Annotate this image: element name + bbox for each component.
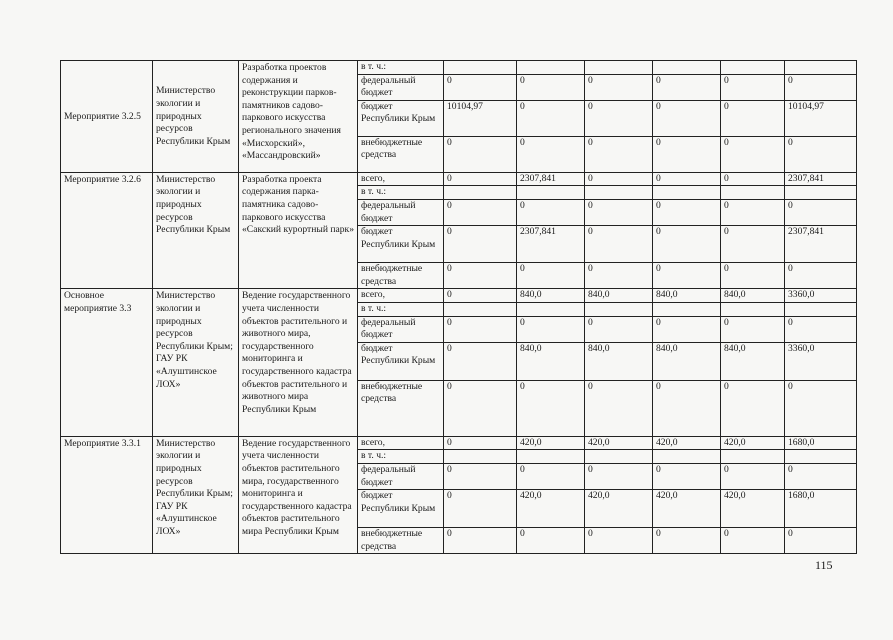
value-cell: 0 [785, 199, 857, 225]
description-cell: Ведение государственного учета численности объектов растительного мира, государственного мониторинга и государственного кадастра объектов растительного мира Республики Крым [239, 436, 358, 554]
value-cell [517, 450, 585, 464]
value-cell: 0 [721, 74, 785, 100]
value-cell: 420,0 [721, 490, 785, 528]
budget-table [60, 60, 857, 554]
value-cell: 0 [785, 136, 857, 172]
table-row [61, 61, 857, 75]
value-cell: 0 [653, 463, 721, 489]
funding-source-label: внебюджетные средства [358, 263, 444, 289]
funding-source-label: в т. ч.: [358, 302, 444, 316]
value-cell: 0 [585, 74, 653, 100]
table-row [61, 172, 857, 186]
value-cell: 0 [444, 528, 517, 554]
event-cell: Основное мероприятие 3.3 [61, 289, 153, 436]
description-cell: Разработка проектов содержания и реконструкции парков-памятников садово-паркового искусства регионального значения «Мисхорский», «Массандровский» [239, 61, 358, 173]
funding-source-label: федеральный бюджет [358, 463, 444, 489]
value-cell: 0 [517, 74, 585, 100]
value-cell: 840,0 [585, 342, 653, 380]
value-cell: 10104,97 [444, 100, 517, 136]
value-cell: 840,0 [721, 289, 785, 303]
funding-source-label: бюджет Республики Крым [358, 490, 444, 528]
funding-source-label: бюджет Республики Крым [358, 342, 444, 380]
value-cell: 2307,841 [785, 226, 857, 263]
funding-source-label: в т. ч.: [358, 186, 444, 200]
value-cell: 0 [653, 263, 721, 289]
value-cell: 0 [444, 316, 517, 342]
value-cell: 0 [444, 463, 517, 489]
value-cell: 0 [653, 136, 721, 172]
value-cell: 0 [653, 528, 721, 554]
value-cell: 0 [785, 528, 857, 554]
value-cell: 1680,0 [785, 490, 857, 528]
value-cell [785, 186, 857, 200]
value-cell [721, 61, 785, 75]
funding-source-label: в т. ч.: [358, 61, 444, 75]
funding-source-label: федеральный бюджет [358, 74, 444, 100]
value-cell: 0 [444, 74, 517, 100]
value-cell [721, 302, 785, 316]
value-cell: 0 [721, 100, 785, 136]
value-cell: 0 [721, 136, 785, 172]
value-cell: 0 [444, 380, 517, 436]
value-cell: 420,0 [585, 490, 653, 528]
value-cell: 0 [517, 100, 585, 136]
event-cell: Мероприятие 3.3.1 [61, 436, 153, 554]
funding-source-label: внебюджетные средства [358, 380, 444, 436]
value-cell: 0 [585, 316, 653, 342]
value-cell: 0 [517, 528, 585, 554]
funding-source-label: всего, [358, 436, 444, 450]
value-cell [444, 302, 517, 316]
value-cell: 420,0 [517, 436, 585, 450]
value-cell: 0 [517, 136, 585, 172]
value-cell: 0 [653, 380, 721, 436]
funding-source-label: всего, [358, 289, 444, 303]
value-cell: 0 [585, 463, 653, 489]
value-cell: 0 [585, 263, 653, 289]
description-cell: Ведение государственного учета численности объектов растительного и животного мира, государственного мониторинга и государственного кадастра объектов растительного и животного мира Республики Крым [239, 289, 358, 436]
value-cell: 0 [785, 463, 857, 489]
value-cell: 1680,0 [785, 436, 857, 450]
value-cell: 0 [653, 172, 721, 186]
event-cell: Мероприятие 3.2.5 [61, 61, 153, 173]
page-number: 115 [815, 558, 833, 572]
value-cell: 0 [517, 199, 585, 225]
value-cell: 0 [444, 490, 517, 528]
value-cell: 840,0 [653, 342, 721, 380]
value-cell: 0 [444, 199, 517, 225]
executor-cell: Министерство экологии и природных ресурсов Республики Крым [153, 61, 239, 173]
value-cell: 0 [653, 316, 721, 342]
value-cell: 0 [585, 172, 653, 186]
value-cell: 420,0 [653, 490, 721, 528]
value-cell: 0 [444, 289, 517, 303]
value-cell: 0 [721, 172, 785, 186]
value-cell: 420,0 [517, 490, 585, 528]
executor-cell: Министерство экологии и природных ресурсов Республики Крым [153, 172, 239, 289]
value-cell: 0 [585, 380, 653, 436]
funding-source-label: федеральный бюджет [358, 199, 444, 225]
value-cell [444, 186, 517, 200]
value-cell: 0 [444, 436, 517, 450]
value-cell: 420,0 [721, 436, 785, 450]
value-cell [517, 186, 585, 200]
funding-source-label: всего, [358, 172, 444, 186]
value-cell: 0 [721, 528, 785, 554]
value-cell: 0 [585, 226, 653, 263]
value-cell: 840,0 [585, 289, 653, 303]
funding-source-label: федеральный бюджет [358, 316, 444, 342]
value-cell: 0 [585, 199, 653, 225]
value-cell: 3360,0 [785, 289, 857, 303]
value-cell: 840,0 [517, 342, 585, 380]
funding-source-label: в т. ч.: [358, 450, 444, 464]
value-cell: 0 [653, 74, 721, 100]
value-cell: 840,0 [653, 289, 721, 303]
value-cell: 0 [444, 226, 517, 263]
value-cell [653, 450, 721, 464]
executor-cell: Министерство экологии и природных ресурсов Республики Крым; ГАУ РК «Алуштинское ЛОХ» [153, 289, 239, 436]
value-cell: 420,0 [585, 436, 653, 450]
value-cell: 0 [785, 263, 857, 289]
value-cell [517, 61, 585, 75]
value-cell: 0 [721, 199, 785, 225]
value-cell [785, 450, 857, 464]
value-cell: 2307,841 [517, 172, 585, 186]
value-cell: 840,0 [721, 342, 785, 380]
description-cell: Разработка проекта содержания парка-памятника садово-паркового искусства «Сакский курортный парк» [239, 172, 358, 289]
value-cell: 0 [517, 380, 585, 436]
value-cell: 10104,97 [785, 100, 857, 136]
value-cell: 420,0 [653, 436, 721, 450]
value-cell [444, 450, 517, 464]
value-cell: 0 [721, 380, 785, 436]
value-cell [585, 302, 653, 316]
value-cell: 0 [721, 263, 785, 289]
value-cell: 0 [517, 263, 585, 289]
funding-source-label: внебюджетные средства [358, 528, 444, 554]
value-cell: 0 [785, 380, 857, 436]
value-cell: 0 [785, 74, 857, 100]
value-cell: 0 [785, 316, 857, 342]
value-cell: 3360,0 [785, 342, 857, 380]
value-cell [653, 302, 721, 316]
value-cell: 0 [444, 263, 517, 289]
value-cell: 0 [585, 136, 653, 172]
value-cell: 0 [721, 316, 785, 342]
value-cell [721, 186, 785, 200]
value-cell: 0 [517, 463, 585, 489]
value-cell: 2307,841 [785, 172, 857, 186]
value-cell [585, 61, 653, 75]
value-cell [785, 61, 857, 75]
event-cell: Мероприятие 3.2.6 [61, 172, 153, 289]
value-cell: 0 [721, 226, 785, 263]
value-cell: 0 [653, 226, 721, 263]
value-cell [721, 450, 785, 464]
funding-source-label: бюджет Республики Крым [358, 100, 444, 136]
funding-source-label: внебюджетные средства [358, 136, 444, 172]
value-cell [785, 302, 857, 316]
value-cell: 0 [444, 172, 517, 186]
value-cell: 0 [444, 342, 517, 380]
value-cell: 0 [721, 463, 785, 489]
value-cell [585, 186, 653, 200]
value-cell: 2307,841 [517, 226, 585, 263]
value-cell: 0 [585, 100, 653, 136]
value-cell [653, 61, 721, 75]
executor-cell: Министерство экологии и природных ресурсов Республики Крым; ГАУ РК «Алуштинское ЛОХ» [153, 436, 239, 554]
funding-source-label: бюджет Республики Крым [358, 226, 444, 263]
value-cell: 0 [517, 316, 585, 342]
table-row [61, 436, 857, 450]
value-cell [653, 186, 721, 200]
value-cell [517, 302, 585, 316]
value-cell [444, 61, 517, 75]
value-cell: 0 [653, 100, 721, 136]
value-cell: 0 [585, 528, 653, 554]
value-cell [585, 450, 653, 464]
value-cell: 840,0 [517, 289, 585, 303]
value-cell: 0 [653, 199, 721, 225]
table-row [61, 289, 857, 303]
value-cell: 0 [444, 136, 517, 172]
